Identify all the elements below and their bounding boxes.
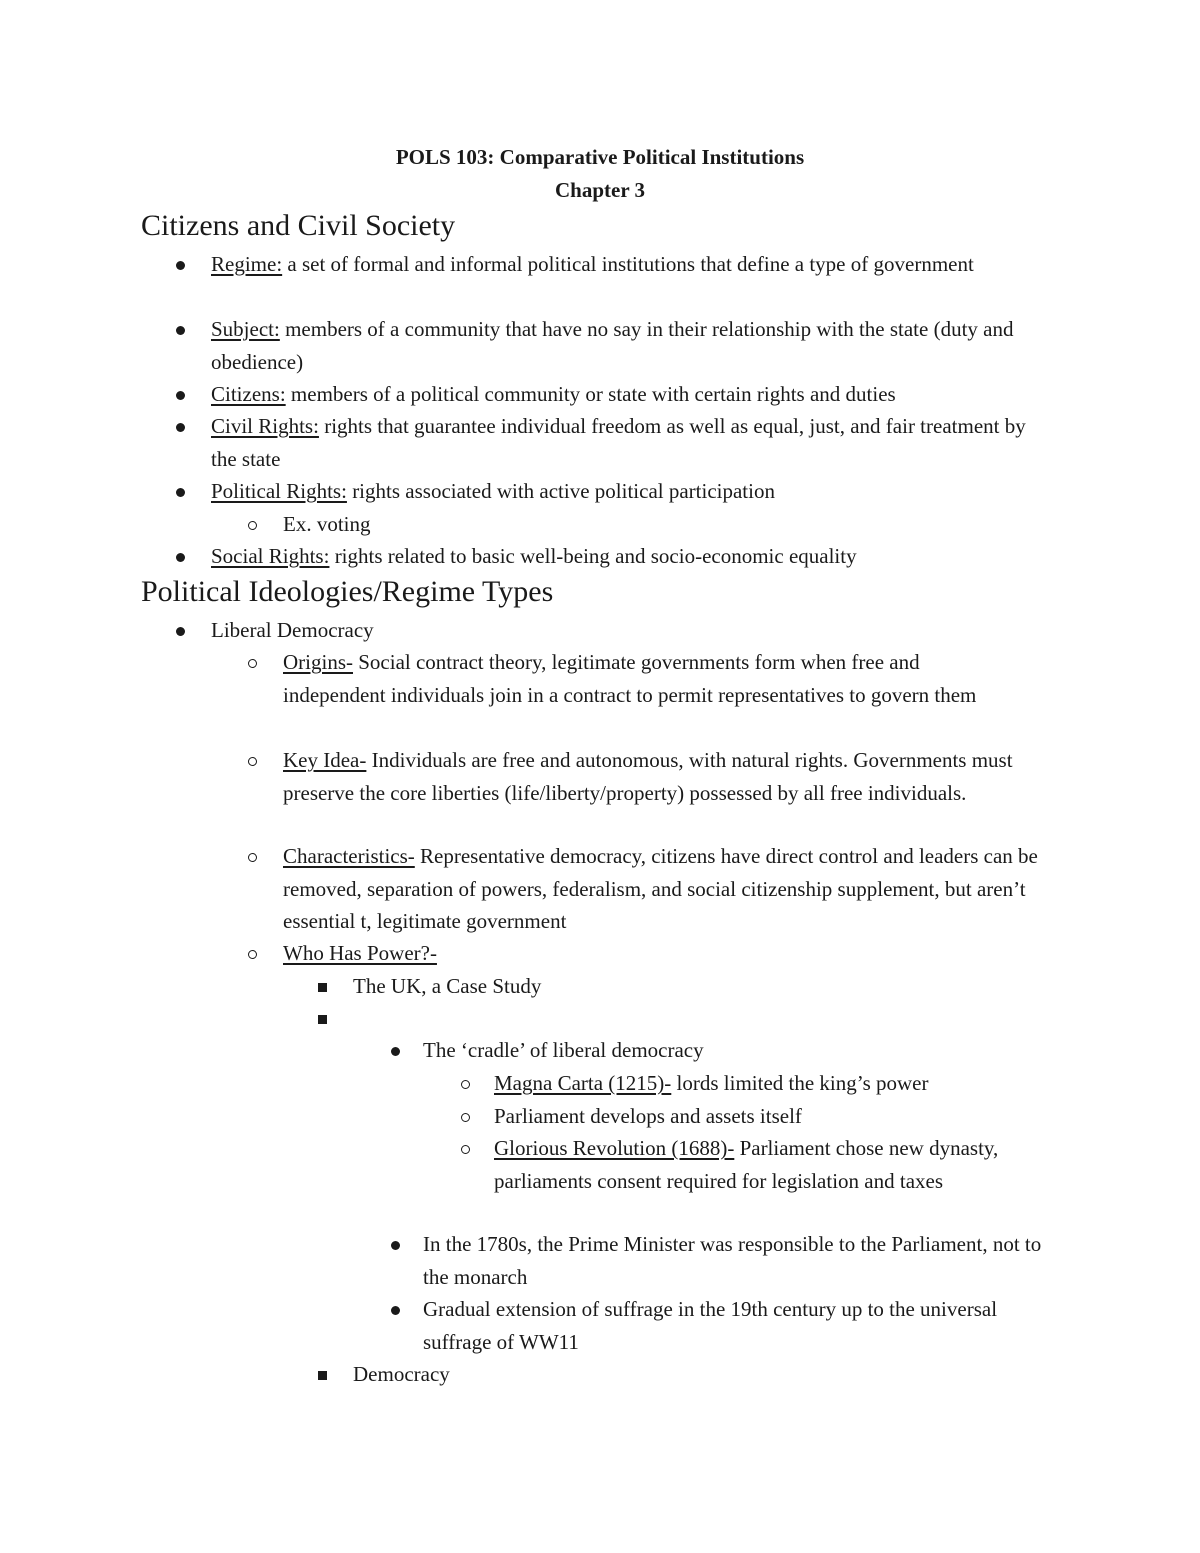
- definition-text: lords limited the king’s power: [671, 1071, 929, 1095]
- list-item-civil-rights: [211, 410, 1031, 475]
- definition-text: Parliament chose new dynasty, parliaments consent required for legislation and taxes: [494, 1136, 999, 1193]
- list-item-example-voting: [283, 508, 983, 541]
- definition-text: rights related to basic well-being and socio-economic equality: [329, 544, 857, 568]
- list-item-liberal-democracy: [211, 614, 1011, 647]
- square-bullet-icon: [318, 983, 327, 992]
- disc-bullet-icon: [176, 553, 185, 562]
- term-label: Political Rights:: [211, 479, 347, 503]
- course-title: POLS 103: Comparative Political Institutions: [395, 145, 805, 169]
- list-item-glorious-revolution: [494, 1132, 1039, 1197]
- item-text: The UK, a Case Study: [353, 974, 542, 998]
- list-item-social-rights: [211, 540, 1041, 573]
- definition-text: members of a political community or state with certain rights and duties: [285, 382, 896, 406]
- circle-bullet-icon: [248, 853, 257, 862]
- circle-bullet-icon: [461, 1145, 470, 1154]
- list-item-citizens: [211, 378, 1041, 411]
- definition-text: members of a community that have no say in their relationship with the state (duty and obedience): [211, 317, 1014, 374]
- item-text: Liberal Democracy: [211, 618, 374, 642]
- disc-bullet-icon: [176, 488, 185, 497]
- circle-bullet-icon: [461, 1113, 470, 1122]
- list-item-democracy: [353, 1358, 1053, 1391]
- term-label: Civil Rights:: [211, 414, 319, 438]
- item-text: The ‘cradle’ of liberal democracy: [423, 1038, 704, 1062]
- circle-bullet-icon: [248, 521, 257, 530]
- term-label: Characteristics-: [283, 844, 415, 868]
- definition-text: Individuals are free and autonomous, with natural rights. Governments must preserve the core liberties (life/liberty/property) possessed by all free individuals.: [283, 748, 1013, 805]
- list-item-cradle: [423, 1034, 1073, 1067]
- definition-text: rights associated with active political participation: [346, 479, 775, 503]
- term-label: Origins-: [283, 650, 353, 674]
- square-bullet-icon: [318, 1015, 327, 1024]
- term-label: Regime:: [211, 252, 283, 276]
- item-text: Democracy: [353, 1362, 450, 1386]
- disc-bullet-icon: [176, 627, 185, 636]
- item-text: Ex. voting: [283, 512, 371, 536]
- section-heading-ideologies: Political Ideologies/Regime Types: [141, 575, 554, 608]
- section-heading-citizens: Citizens and Civil Society: [141, 209, 456, 242]
- list-item-origins: [283, 646, 1013, 711]
- list-item-prime-minister: [423, 1228, 1068, 1293]
- disc-bullet-icon: [391, 1047, 400, 1056]
- list-item-subject: [211, 313, 1041, 378]
- definition-text: a set of formal and informal political institutions that define a type of government: [282, 252, 974, 276]
- list-item-characteristics: [283, 840, 1053, 938]
- term-label: Key Idea-: [283, 748, 367, 772]
- term-label: Magna Carta (1215)-: [494, 1071, 672, 1095]
- list-item-who-has-power: [283, 937, 983, 970]
- term-label: Who Has Power?-: [283, 941, 437, 965]
- disc-bullet-icon: [176, 261, 185, 270]
- list-item-uk-case-study: [353, 970, 1053, 1003]
- circle-bullet-icon: [461, 1080, 470, 1089]
- item-text: Gradual extension of suffrage in the 19th century up to the universal suffrage of WW11: [423, 1297, 998, 1354]
- list-item-regime: [211, 248, 991, 281]
- disc-bullet-icon: [391, 1306, 400, 1315]
- item-text: In the 1780s, the Prime Minister was responsible to the Parliament, not to the monarch: [423, 1232, 1042, 1289]
- square-bullet-icon: [318, 1371, 327, 1380]
- term-label: Subject:: [211, 317, 280, 341]
- disc-bullet-icon: [176, 423, 185, 432]
- list-item-magna-carta: [494, 1067, 1094, 1100]
- circle-bullet-icon: [248, 659, 257, 668]
- circle-bullet-icon: [248, 757, 257, 766]
- disc-bullet-icon: [176, 326, 185, 335]
- term-label: Social Rights:: [211, 544, 330, 568]
- list-item-suffrage: [423, 1293, 1013, 1358]
- definition-text: Social contract theory, legitimate governments form when free and independent individuals join in a contract to permit representatives to govern them: [283, 650, 977, 707]
- term-label: Glorious Revolution (1688)-: [494, 1136, 735, 1160]
- term-label: Citizens:: [211, 382, 286, 406]
- definition-text: Representative democracy, citizens have direct control and leaders can be removed, separation of powers, federalism, and social citizenship supplement, but aren’t essential t, legitimate government: [283, 844, 1038, 933]
- item-text: Parliament develops and assets itself: [494, 1104, 802, 1128]
- circle-bullet-icon: [248, 950, 257, 959]
- disc-bullet-icon: [391, 1241, 400, 1250]
- list-item-key-idea: [283, 744, 1063, 809]
- definition-text: rights that guarantee individual freedom as well as equal, just, and fair treatment by the state: [211, 414, 1026, 471]
- list-item-parliament-develops: [494, 1100, 1094, 1133]
- chapter-title: Chapter 3: [554, 178, 646, 202]
- disc-bullet-icon: [176, 391, 185, 400]
- list-item-political-rights: [211, 475, 1041, 508]
